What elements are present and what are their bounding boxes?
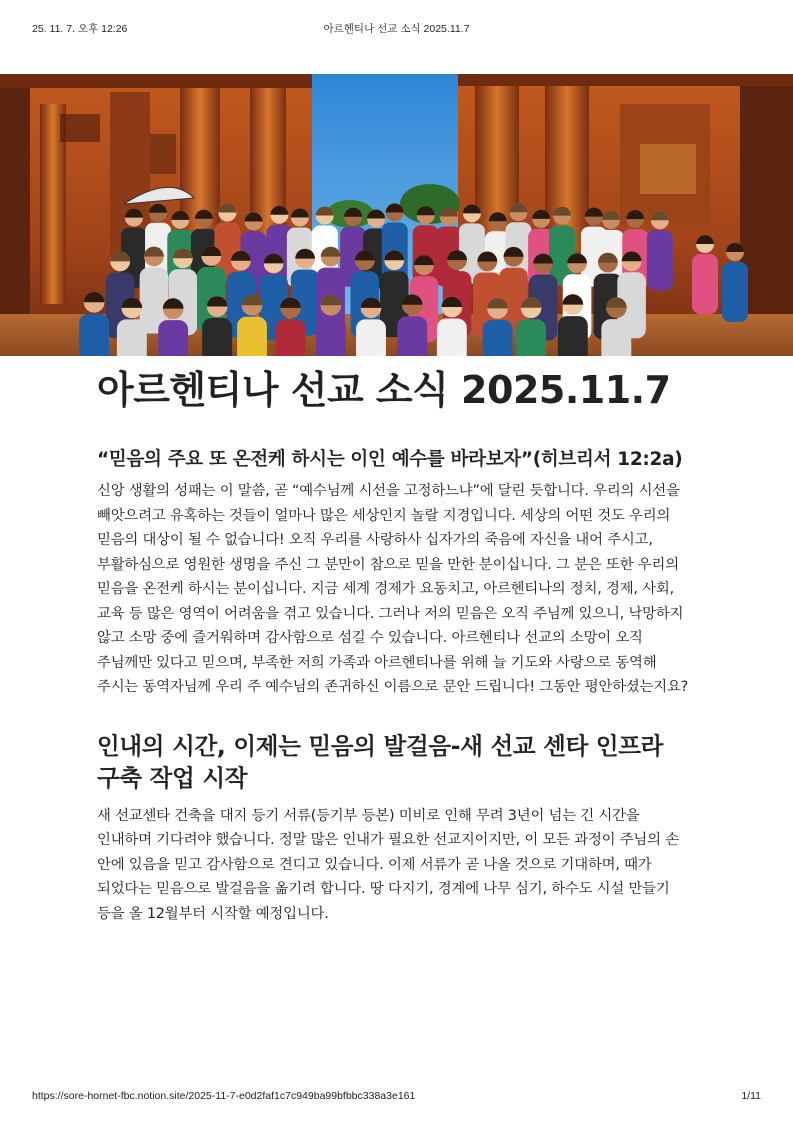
page-title: 아르헨티나 선교 소식 2025.11.7: [97, 368, 671, 412]
print-footer: [32, 1090, 761, 1104]
bible-verse: “믿음의 주요 또 온전케 하시는 이인 예수를 바라보자”(히브리서 12:2a): [97, 449, 683, 470]
page-number: 1/11: [741, 1090, 761, 1102]
cover-image: [0, 74, 793, 356]
print-header: [32, 21, 761, 35]
section-heading: 인내의 시간, 이제는 믿음의 발걸음-새 선교 센타 인프라 구축 작업 시작: [97, 731, 664, 792]
intro-paragraph: 신앙 생활의 성패는 이 말씀, 곧 “예수님께 시선을 고정하느냐”에 달린 듯합니다. 우리의 시선을 빼앗으려고 유혹하는 것들이 얼마나 많은 세상인지 놀랄 지경입니다. 세상의 어떤 것도 우리의 믿음의 대상이 될 수 없습니다! 오직 우리를 사랑하사 십자가의 죽음에 자신을 내어 주시고, 부활하심으로 영원한 생명을 주신 그 분만이 참으로 믿을 만한 분이십니다. 그 분은 또한 우리의 믿음을 온전케 하시는 분이십니다. 지금 세계 경제가 요동치고, 아르헨티나의 정치, 경제, 사회, 교육 등 많은 영역이 어려움을 겪고 있습니다. 그러나 저의 믿음은 오직 주님께 있으니, 낙망하지 않고 소망 중에 즐거워하며 감사함으로 섬길 수 있습니다. 아르헨티나 선교의 소망이 오직 주님께만 있다고 믿으며, 부족한 저희 가족과 아르헨티나를 위해 늘 기도와 사랑으로 동역해 주시는 동역자님께 우리 주 예수님의 존귀하신 이름으로 문안 드립니다! 그동안 평안하셨는지요?: [97, 483, 689, 695]
group-photo-at-red-stone-ruins-icon: [0, 74, 793, 356]
page-content: [97, 356, 697, 926]
section-paragraph: 새 선교센타 건축을 대지 등기 서류(등기부 등본) 미비로 인해 무려 3년이 넘는 긴 시간을 인내하며 기다려야 했습니다. 정말 많은 인내가 필요한 선교지이지만, 이 모든 과정이 주님의 손 안에 있음을 믿고 감사함으로 견디고 있습니다. 이제 서류가 곧 나올 것으로 기대하며, 때가 되었다는 믿음으로 발걸음을 옮기려 합니다. 땅 다지기, 경계에 나무 심기, 하수도 시설 만들기 등을 올 12월부터 시작할 예정입니다.: [97, 807, 679, 922]
page-url: https://sore-hornet-fbc.notion.site/2025-11-7-e0d2faf1c7c949ba99bfbbc338a3e161: [32, 1090, 416, 1102]
print-page-title: 아르헨티나 선교 소식 2025.11.7: [323, 23, 470, 35]
print-datetime: 25. 11. 7. 오후 12:26: [32, 23, 128, 35]
